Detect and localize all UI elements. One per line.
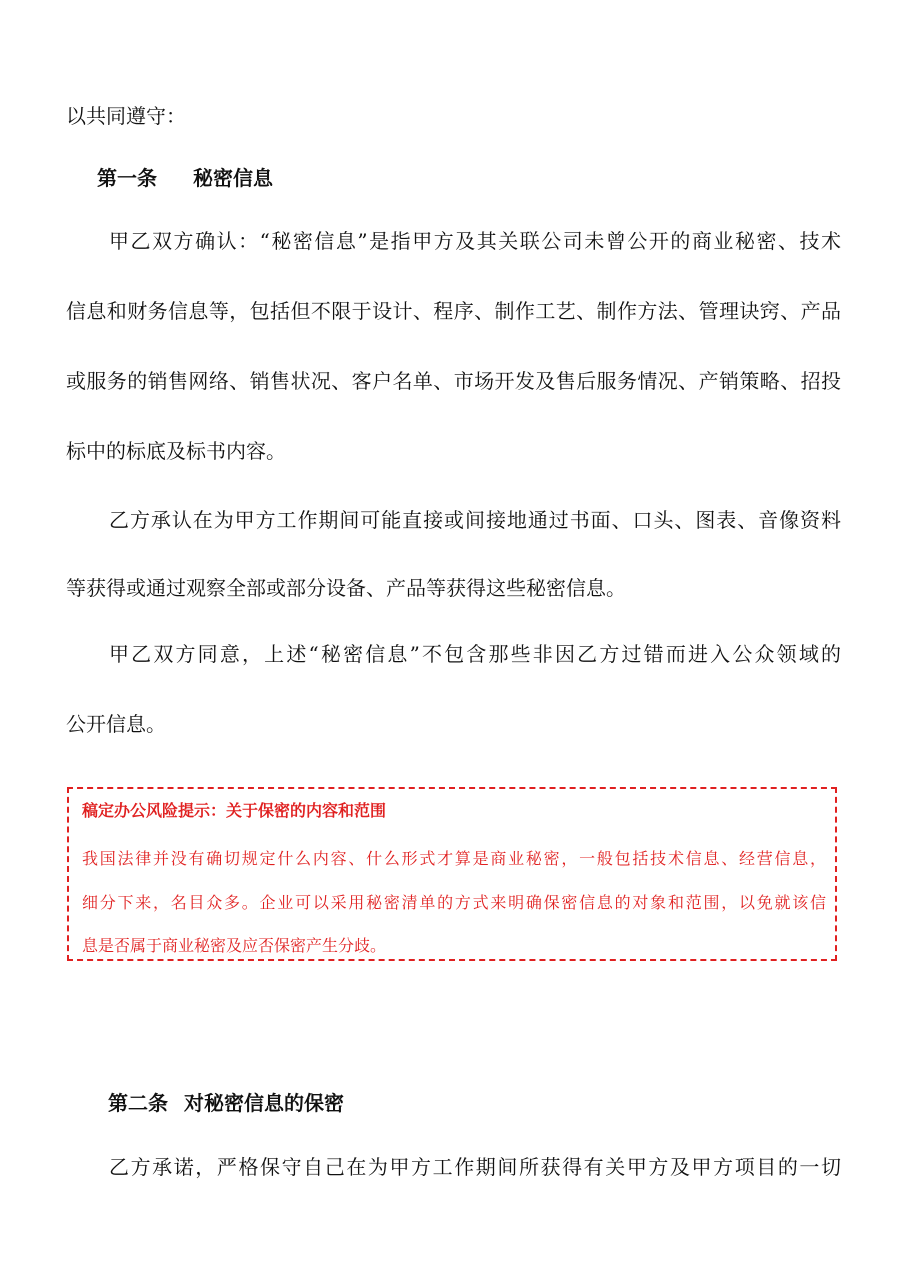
article1-paragraph-line: 公开信息。 xyxy=(66,712,166,736)
risk-notice-line: 细分下来，名目众多。企业可以采用秘密清单的方式来明确保密信息的对象和范围，以免就该信 xyxy=(82,893,826,912)
article1-paragraph-line: 甲乙双方同意，上述“秘密信息”不包含那些非因乙方过错而进入公众领域的 xyxy=(109,642,841,666)
article1-paragraph-line: 乙方承认在为甲方工作期间可能直接或间接地通过书面、口头、图表、音像资料 xyxy=(109,508,841,532)
risk-notice-title: 稿定办公风险提示：关于保密的内容和范围 xyxy=(82,801,387,820)
article1-heading xyxy=(97,166,273,190)
article1-paragraph-line: 或服务的销售网络、销售状况、客户名单、市场开发及售后服务情况、产销策略、招投 xyxy=(66,369,841,393)
article1-paragraph-line: 等获得或通过观察全部或部分设备、产品等获得这些秘密信息。 xyxy=(66,576,626,600)
intro-line: 以共同遵守： xyxy=(66,104,186,128)
article2-title: 对秘密信息的保密 xyxy=(184,1091,344,1115)
risk-notice-box xyxy=(67,787,837,961)
article1-paragraph-line: 甲乙双方确认：“秘密信息”是指甲方及其关联公司未曾公开的商业秘密、技术 xyxy=(109,229,841,253)
article1-title: 秘密信息 xyxy=(193,166,273,190)
article1-paragraph-line: 信息和财务信息等，包括但不限于设计、程序、制作工艺、制作方法、管理诀窍、产品 xyxy=(66,299,841,323)
article1-paragraph-line: 标中的标底及标书内容。 xyxy=(66,439,286,463)
article2-heading xyxy=(108,1091,344,1115)
article2-paragraph-line: 乙方承诺，严格保守自己在为甲方工作期间所获得有关甲方及甲方项目的一切 xyxy=(109,1155,841,1179)
risk-notice-line: 息是否属于商业秘密及应否保密产生分歧。 xyxy=(82,936,387,955)
risk-notice-line: 我国法律并没有确切规定什么内容、什么形式才算是商业秘密，一般包括技术信息、经营信息， xyxy=(82,849,826,868)
article2-number: 第二条 xyxy=(108,1091,168,1115)
article1-number: 第一条 xyxy=(97,166,157,190)
